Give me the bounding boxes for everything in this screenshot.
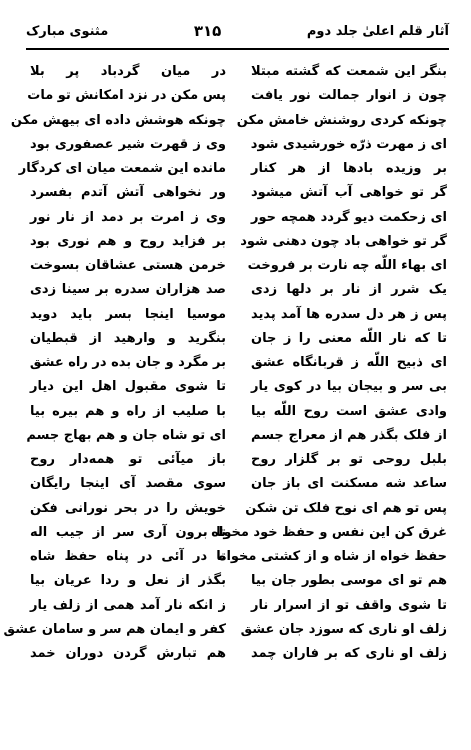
verse-line-right: تا شوی واقف تو از اسرار نار	[251, 597, 447, 613]
verse-line-right: ای ذبیح اللّه ز قربانگاه عشق	[251, 355, 447, 370]
running-title-left: مثنوی مبارک	[26, 23, 109, 39]
verse-line-left: وی ز امرت بر دمد از نار نور	[30, 209, 226, 225]
verse-line-left: کفر و ایمان هم سر و سامان عشق	[3, 621, 226, 637]
verse-columns	[3, 60, 447, 740]
page-header	[26, 18, 449, 44]
verse-line-right: هم تو ای موسی بطور جان بیا	[251, 573, 447, 589]
verse-line-left: چونکه هوشش داده ای بیهش مکن	[10, 112, 226, 128]
verse-line-left: بر فزاید روح و هم نوری بود	[30, 233, 226, 249]
verse-line-right: گر تو خواهی باد چون دهنی شود	[240, 233, 447, 249]
header-rule	[26, 48, 449, 50]
verse-column-right	[211, 60, 447, 740]
verse-line-right: بی سر و بیجان بیا در کوی یار	[251, 379, 447, 395]
verse-line-left: بر مگرد و جان بده در راه عشق	[29, 355, 226, 370]
verse-line-left: باز میآئی تو همه‌دار روح	[30, 452, 226, 467]
verse-line-right: از فلک بگذر هم از معراج جسم	[251, 427, 447, 443]
verse-line-right: بلبل روحی تو بر گلزار روح	[251, 452, 447, 467]
verse-line-left: مانده این شمعت میان ای کردگار	[18, 161, 226, 176]
verse-line-left: پس مکن در نزد امکانش تو مات	[27, 88, 226, 104]
verse-line-right: پس ز هر دل سدره ها آمد پدید	[251, 306, 447, 322]
verse-line-right: وادی عشق است روح اللّه بیا	[251, 403, 447, 419]
verse-line-right: یک شرر از نار بر دلها زدی	[251, 282, 447, 298]
verse-line-left: ز انکه نار آمد همی از زلف یار	[30, 597, 226, 613]
verse-line-right: تا که نار اللّه معنی را ز جان	[251, 330, 447, 346]
verse-line-left: هم تبارش گردن دوران خمد	[30, 646, 226, 661]
verse-line-right: ای بهاء اللّه چه نارت بر فروخت	[247, 258, 447, 273]
verse-line-left: وی ز قهرت شیر عصفوری بود	[30, 136, 226, 152]
verse-line-right: غرق کن این نفس و حفظ خود مخواه	[211, 524, 447, 540]
verse-line-right: بر وزیده بادها از هر کنار	[251, 161, 447, 176]
verse-line-left: بگذر از نعل و ردا عریان بیا	[30, 573, 226, 589]
verse-line-left: خویش را در بحر نورانی فکن	[30, 500, 226, 516]
verse-line-left: بنگرید و وارهید از قبطیان	[30, 330, 226, 346]
verse-line-right: بنگر این شمعت که گشته مبتلا	[251, 64, 447, 79]
verse-line-right: زلف او ناری که سوزد جان عشق	[240, 621, 447, 637]
verse-line-left: خرمن هستی عشاقان بسوخت	[30, 258, 226, 273]
verse-line-right: ای ز مهرت ذرّه خورشیدی شود	[250, 136, 447, 152]
verse-line-right: چون ز انوار جمالت نور یافت	[251, 88, 447, 104]
verse-line-left: در میان گردباد پر بلا	[30, 64, 226, 79]
verse-line-left: تا در آئی در پناه حفظ شاه	[30, 549, 226, 564]
verse-line-left: صد هزاران سدره بر سینا زدی	[30, 282, 226, 298]
verse-line-right: زلف او ناری که بر فاران چمد	[251, 646, 447, 661]
verse-line-right: چونکه کردی روشنش خامش مکن	[236, 112, 447, 128]
verse-line-left: موسیا اینجا بسر باید دوید	[30, 306, 226, 322]
verse-line-left: سوی مقصد آی اینجا رایگان	[30, 476, 226, 492]
verse-column-left	[3, 60, 226, 740]
verse-line-left: ای تو شاه جان و هم بهاج جسم	[26, 427, 226, 443]
verse-line-right: ساعد شه مسکنت ای باز جان	[251, 476, 447, 492]
verse-line-right: ای زحکمت دیو گردد همچه حور	[251, 209, 447, 225]
verse-line-right: گر تو خواهی آب آتش میشود	[251, 185, 447, 201]
verse-line-left: ور نخواهی آتش آتدم بفسرد	[30, 185, 226, 201]
verse-line-right: پس تو هم ای نوح فلک تن شکن	[245, 500, 447, 516]
verse-line-right: حفظ خواه از شاه و از کشتی مخواه	[218, 549, 447, 564]
verse-line-left: تا شوی مقبول اهل این دیار	[30, 379, 226, 395]
verse-line-left: با صلیب از راه و هم بیره بیا	[30, 403, 226, 419]
verse-line-left: تا برون آری سر از جیب اله	[30, 524, 226, 540]
page-number: ۳۱۵	[193, 22, 222, 40]
running-title-right: آثار قلم اعلیٰ جلد دوم	[306, 23, 449, 39]
